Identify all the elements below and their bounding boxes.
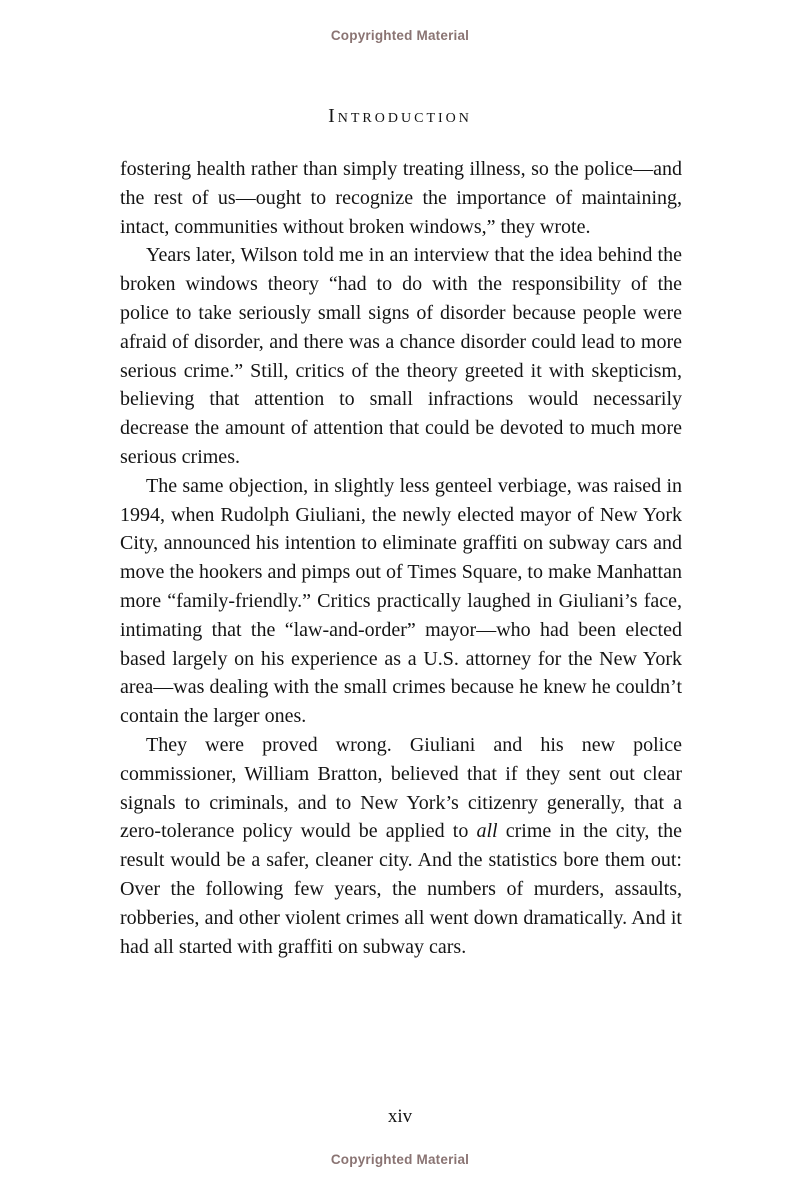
text-run: They were proved wrong. Giuliani and his new police commissioner, William Bratton, believed that if they sent out clear signals to criminals, and to New York’s citizenry generally, that a zero-tolerance policy would be applied to: [120, 733, 682, 843]
emphasized-text: all: [476, 820, 498, 843]
body-text: [120, 155, 682, 961]
paragraph: [120, 472, 682, 731]
paragraph: [120, 731, 682, 961]
paragraph: [120, 241, 682, 471]
text-run: Years later, Wilson told me in an interview that the idea behind the broken windows theory “had to do with the responsibility of the police to take seriously small signs of disorder because people were afraid of disorder, and there was a chance disorder could lead to more serious crime.” Still, critics of the theory greeted it with skepticism, believing that attention to small infractions would necessarily decrease the amount of attention that could be devoted to much more serious crimes.: [120, 244, 682, 468]
text-run: crime in the city, the result would be a safer, cleaner city. And the statistics bore them out: Over the following few years, the numbers of murders, assaults, robberies, and other violent crimes all went down dramatically. And it had all started with graffiti on subway cars.: [120, 820, 682, 958]
text-run: fostering health rather than simply treating illness, so the police—and the rest of us—ought to recognize the importance of maintaining, intact, communities without broken windows,” they wrote.: [120, 158, 682, 238]
copyright-notice-top: Copyrighted Material: [330, 28, 470, 43]
page-number: xiv: [387, 1106, 413, 1127]
copyright-notice-bottom: Copyrighted Material: [330, 1152, 470, 1167]
paragraph: [120, 155, 682, 241]
text-run: The same objection, in slightly less genteel verbiage, was raised in 1994, when Rudolph Giuliani, the newly elected mayor of New York City, announced his intention to eliminate graffiti on subway cars and move the hookers and pimps out of Times Square, to make Manhattan more “family-friendly.” Critics practically laughed in Giuliani’s face, intimating that the “law-and-order” mayor—who had been elected based largely on his experience as a U.S. attorney for the New York area—was dealing with the small crimes because he knew he couldn’t contain the larger ones.: [120, 474, 682, 728]
chapter-heading: Introduction: [328, 105, 472, 127]
